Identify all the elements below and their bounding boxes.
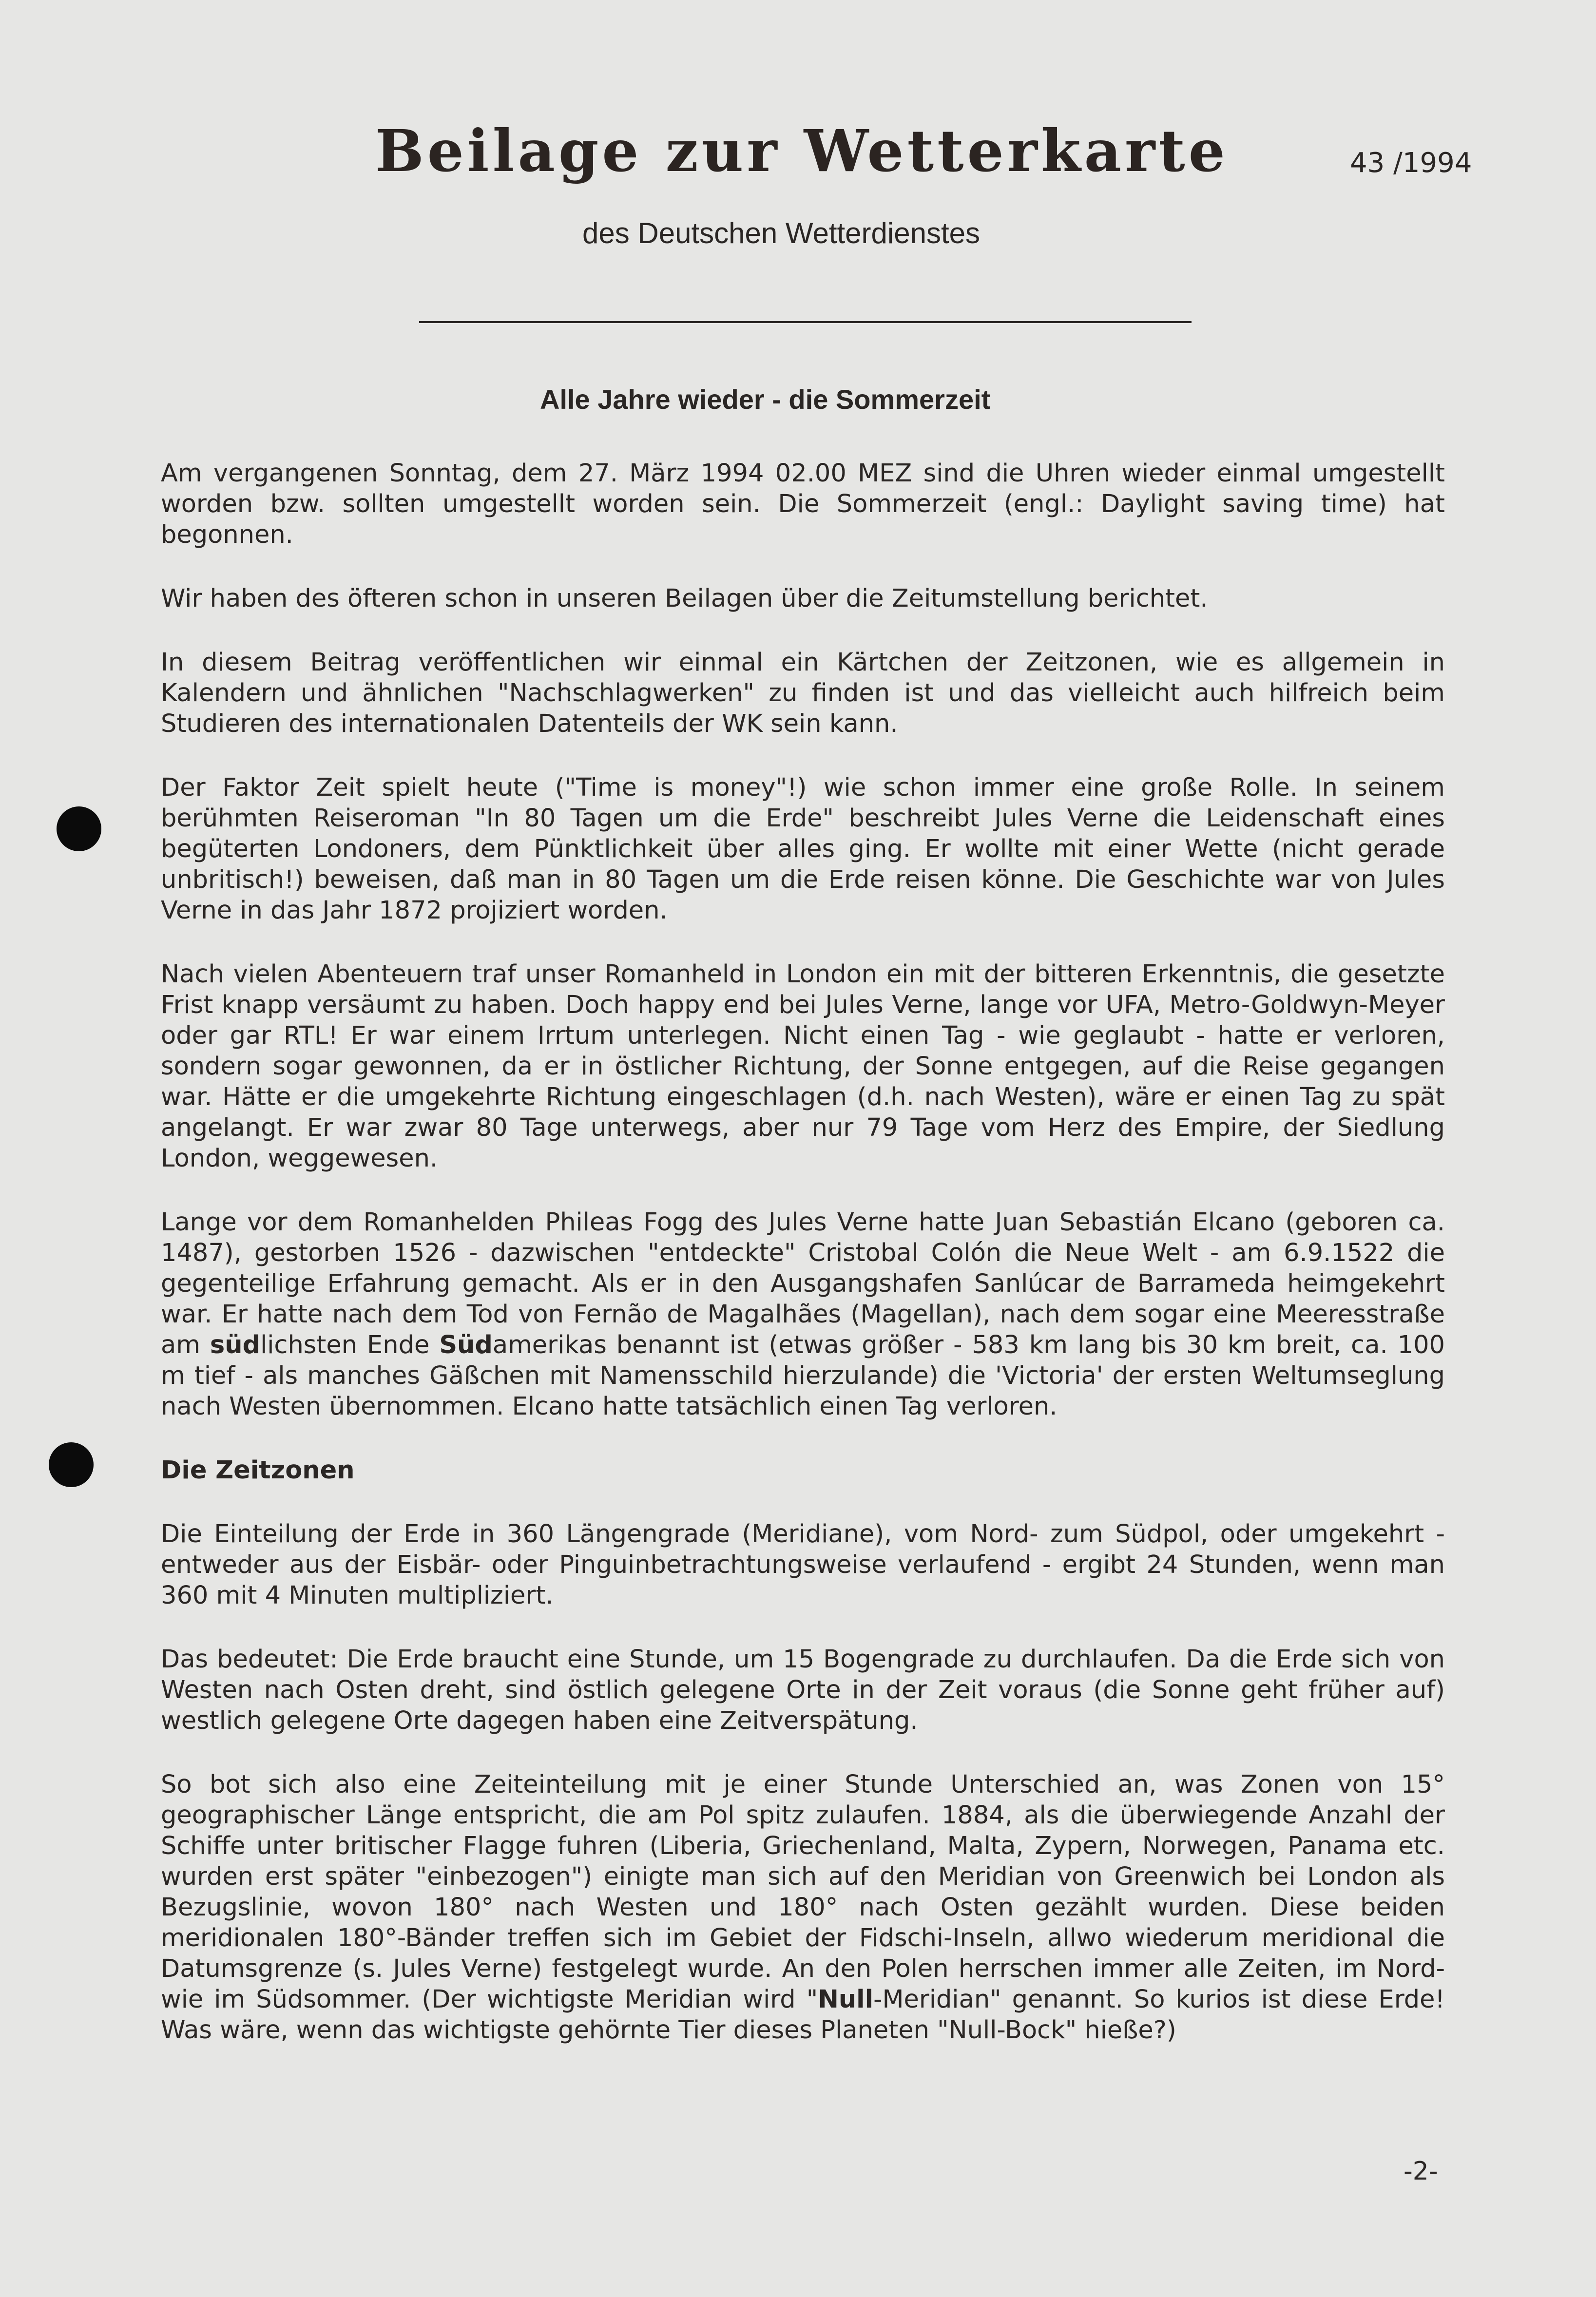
paragraph-text: amerikas benannt ist (etwas größer - 583 km lang bis 30 km breit, ca. 100 m tief - als manches Gäßchen mit Namensschild hierzulande) die 'Victoria' der ersten Weltumseglung nach Westen übernommen. Elcano hatte tatsächlich einen Tag verloren. [161,1331,1445,1421]
paragraph: In diesem Beitrag veröffentlichen wir einmal ein Kärtchen der Zeitzonen, wie es allgemein in Kalendern und ähnlichen "Nachschlagwerken" zu finden ist und das vielleicht auch hilfreich beim Studieren des internationalen Datenteils der WK sein kann. [161,648,1445,738]
section-heading: Die Zeitzonen [161,1456,355,1485]
paragraph [161,1769,1445,2046]
punch-hole-bottom [49,1442,94,1487]
paragraph: Das bedeutet: Die Erde braucht eine Stunde, um 15 Bogengrade zu durchlaufen. Da die Erde sich von Westen nach Osten dreht, sind östlich gelegene Orte in der Zeit voraus (die Sonne geht früher auf) westlich gelegene Orte dagegen haben eine Zeitverspätung. [161,1645,1445,1735]
document-subtitle: des Deutschen Wetterdienstes [582,217,981,249]
paragraph [161,1207,1445,1422]
paragraph: Am vergangenen Sonntag, dem 27. März 1994 02.00 MEZ sind die Uhren wieder einmal umgestellt worden bzw. sollten umgestellt worden sein. Die Sommerzeit (engl.: Daylight saving time) hat begonnen. [161,459,1445,549]
paragraph-text: lichsten Ende [260,1331,440,1359]
paragraph-text: -Meridian" genannt. So kurios ist diese Erde! Was wäre, wenn das wichtigste gehörnte Tier dieses Planeten "Null-Bock" hieße?) [161,1985,1445,2045]
page-number: -2- [1404,2157,1438,2186]
header-divider [419,321,1192,323]
document-title: Beilage zur Wetterkarte [375,117,1229,185]
paragraph-text: So bot sich also eine Zeiteinteilung mit je einer Stunde Unterschied an, was Zonen von 15° geographischer Länge entspricht, die am Pol spitz zulaufen. 1884, als die überwiegende Anzahl der Schiffe unter britischer Flagge fuhren (Liberia, Griechenland, Malta, Zypern, Norwegen, Panama etc. wurden erst später "einbezogen") einigte man sich auf den Meridian von Greenwich bei London als Bezugslinie, wovon 180° nach Westen und 180° nach Osten gezählt wurden. Diese beiden meridionalen 180°-Bänder treffen sich im Gebiet der Fidschi-Inseln, allwo wiederum meridional die Datumsgrenze (s. Jules Verne) festgelegt wurde. An den Polen herrschen immer alle Zeiten, im Nord- wie im Südsommer. (Der wichtigste Meridian wird " [161,1770,1445,2014]
paragraph: Der Faktor Zeit spielt heute ("Time is money"!) wie schon immer eine große Rolle. In seinem berühmten Reiseroman "In 80 Tagen um die Erde" beschreibt Jules Verne die Leidenschaft eines begüterten Londoners, dem Pünktlichkeit über alles ging. Er wollte mit einer Wette (nicht gerade unbritisch!) beweisen, daß man in 80 Tagen um die Erde reisen könne. Die Geschichte war von Jules Verne in das Jahr 1872 projiziert worden. [161,773,1445,925]
paragraph-text: Lange vor dem Romanhelden Phileas Fogg des Jules Verne hatte Juan Sebastián Elcano (geboren ca. 1487), gestorben 1526 - dazwischen "entdeckte" Cristobal Colón die Neue Welt - am 6.9.1522 die gegenteilige Erfahrung gemacht. Als er in den Ausgangshafen Sanlúcar de Barrameda heimgekehrt war. Er hatte nach dem Tod von Fernão de Magalhães (Magellan), nach dem sogar eine Meeresstraße am [161,1208,1445,1359]
bold-text: Null [818,1985,874,2014]
paragraph: Die Einteilung der Erde in 360 Längengrade (Meridiane), vom Nord- zum Südpol, oder umgekehrt - entweder aus der Eisbär- oder Pinguinbetrachtungsweise verlaufend - ergibt 24 Stunden, wenn man 360 mit 4 Minuten multipliziert. [161,1520,1445,1610]
punch-hole-top [57,806,101,851]
article-heading: Alle Jahre wieder - die Sommerzeit [540,384,991,415]
bold-text: süd [210,1331,261,1359]
paragraph: Wir haben des öfteren schon in unseren Beilagen über die Zeitumstellung berichtet. [161,584,1208,613]
bold-text: Süd [439,1331,493,1359]
article-body [161,458,1445,2079]
issue-number: 43 /1994 [1350,147,1472,179]
paragraph: Nach vielen Abenteuern traf unser Romanheld in London ein mit der bitteren Erkenntnis, die gesetzte Frist knapp versäumt zu haben. Doch happy end bei Jules Verne, lange vor UFA, Metro-Goldwyn-Meyer oder gar RTL! Er war einem Irrtum unterlegen. Nicht einen Tag - wie geglaubt - hatte er verloren, sondern sogar gewonnen, da er in östlicher Richtung, der Sonne entgegen, auf die Reise gegangen war. Hätte er die umgekehrte Richtung eingeschlagen (d.h. nach Westen), wäre er einen Tag zu spät angelangt. Er war zwar 80 Tage unterwegs, aber nur 79 Tage vom Herz des Empire, der Siedlung London, weggewesen. [161,960,1445,1173]
